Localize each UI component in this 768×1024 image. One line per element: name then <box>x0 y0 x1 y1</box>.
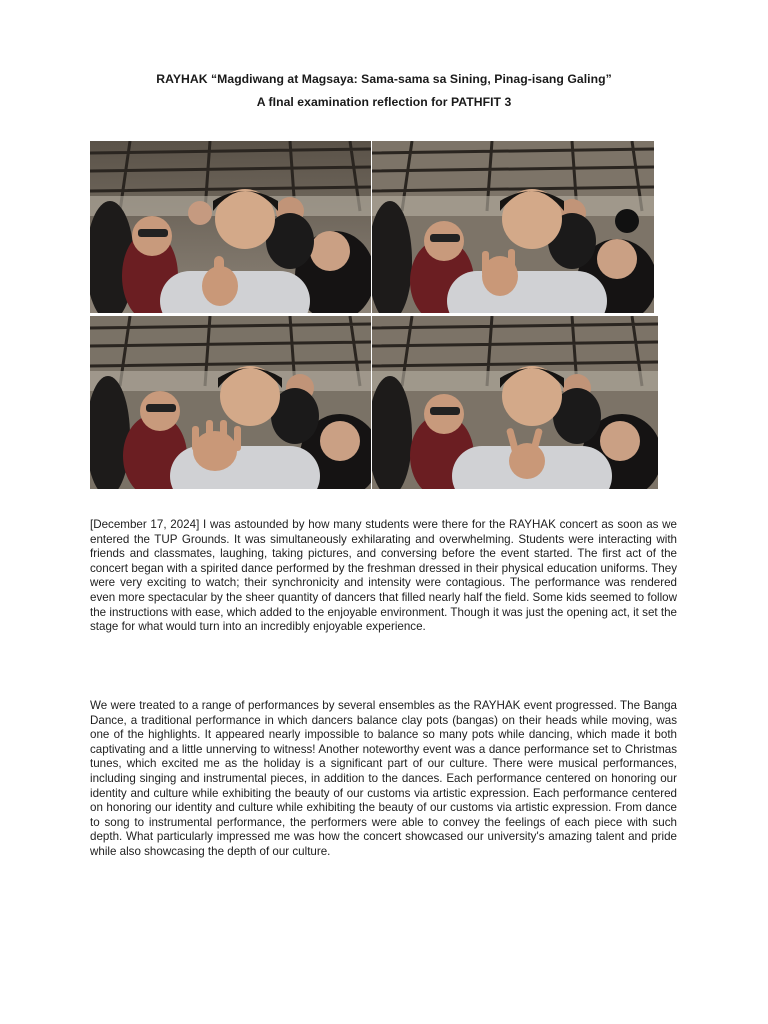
document-title: RAYHAK “Magdiwang at Magsaya: Sama-sama sa Sining, Pinag-isang Galing” <box>156 72 612 86</box>
selfie-photo-3 <box>90 316 371 489</box>
reflection-paragraph-2: We were treated to a range of performances by several ensembles as the RAYHAK event progressed. The Banga Dance, a traditional performance in which dancers balance clay pots (bangas) on their heads while moving, was one of the highlights. It appeared nearly impossible to balance so many pots while dancing, which made it both captivating and a little unnerving to witness! Another noteworthy event was a dance performance set to Christmas tunes, which excited me as the holiday is a significant part of our culture. There were musical performances, including singing and instrumental pieces, in addition to the dances. Each performance centered on honoring our identity and culture while exhibiting the beauty of our customs via artistic expression. Each performance centered on honoring our identity and culture while exhibiting the beauty of our customs via artistic expression. From dance to song to instrumental performance, the performers were able to convey the feelings of each piece with such depth. What particularly impressed me was how the concert showcased our university's amazing talent and pride while also showcasing the depth of our culture. <box>90 699 677 858</box>
reflection-paragraph-1: [December 17, 2024] I was astounded by how many students were there for the RAYHAK concert as soon as we entered the TUP Grounds. It was simultaneously exhilarating and overwhelming. Students were interacting with friends and classmates, laughing, taking pictures, and conversing before the event started. The first act of the concert began with a spirited dance performed by the freshman dressed in their physical education uniforms. They were very exciting to watch; their synchronicity and intensity were contagious. The performance was rendered even more spectacular by the sheer quantity of dancers that filled nearly half the field. Some kids seemed to follow the instructions with ease, which added to the enjoyable environment. Though it was just the opening act, it set the stage for what would turn into an incredibly enjoyable experience. <box>90 518 677 634</box>
photo-collage <box>90 141 658 489</box>
document-subtitle: A fInal examination reflection for PATHFIT 3 <box>256 95 512 109</box>
selfie-photo-1 <box>90 141 371 313</box>
selfie-photo-2 <box>372 141 654 313</box>
selfie-photo-4 <box>372 316 658 489</box>
